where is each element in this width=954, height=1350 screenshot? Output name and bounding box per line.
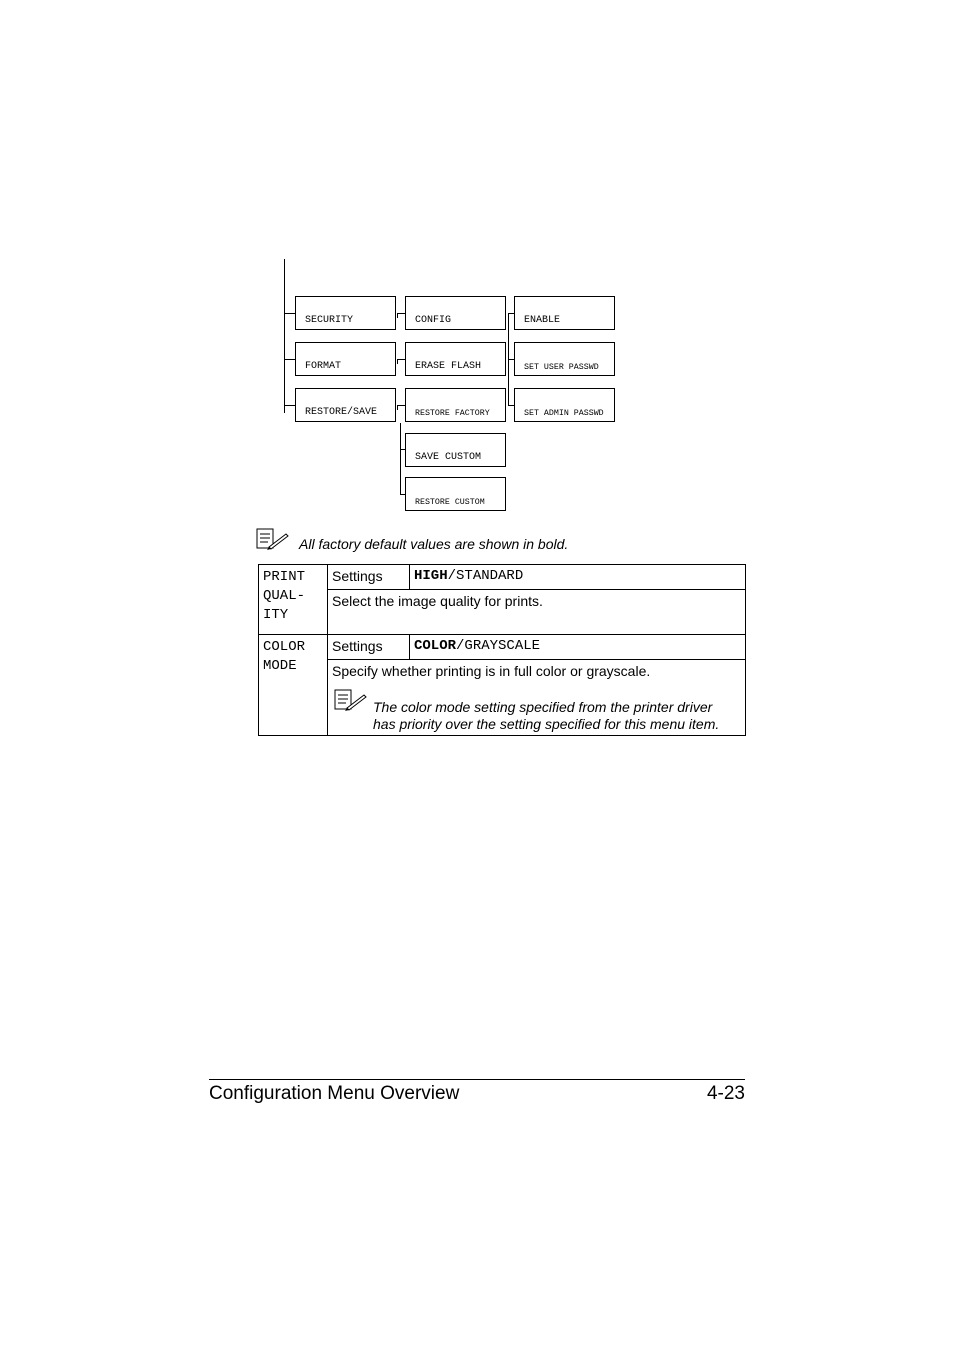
menu-node-restore-custom: RESTORE CUSTOM	[405, 477, 506, 511]
item-name-line: QUAL-	[263, 588, 306, 604]
inner-note-line: has priority over the setting specified for this menu item.	[373, 716, 720, 732]
page-number: 4-23	[706, 1083, 745, 1104]
connector-line	[397, 359, 405, 360]
item-name-line: COLOR	[263, 639, 306, 655]
table-row	[259, 635, 746, 660]
menu-node-set-user-passwd: SET USER PASSWD	[514, 342, 615, 376]
menu-node-config: CONFIG	[405, 296, 506, 330]
menu-node-security: SECURITY	[295, 296, 396, 330]
settings-label: Settings	[328, 565, 410, 590]
other-values: /GRAYSCALE	[456, 638, 541, 654]
menu-node-restore-factory: RESTORE FACTORY	[405, 388, 506, 422]
menu-node-enable: ENABLE	[514, 296, 615, 330]
inner-note	[332, 689, 741, 731]
description-text: Select the image quality for prints.	[332, 593, 543, 609]
connector-line	[284, 313, 295, 314]
note-pencil-icon	[256, 528, 290, 550]
settings-label: Settings	[328, 635, 410, 660]
table-row	[259, 660, 746, 736]
inner-note-line: The color mode setting specified from the printer driver	[373, 699, 713, 715]
connector-line	[400, 423, 401, 495]
description-text: Specify whether printing is in full color or grayscale.	[332, 663, 651, 679]
description-cell	[328, 660, 746, 736]
footer-rule	[209, 1079, 745, 1080]
other-values: /STANDARD	[447, 568, 524, 584]
inner-note-text	[373, 699, 743, 733]
item-name-cell	[259, 635, 328, 736]
menu-node-set-admin-passwd: SET ADMIN PASSWD	[514, 388, 615, 422]
item-name-line: MODE	[263, 658, 297, 674]
note-pencil-icon	[334, 689, 368, 711]
settings-table	[258, 564, 746, 736]
tree-trunk-line	[284, 259, 285, 413]
note-text: All factory default values are shown in bold.	[299, 536, 569, 552]
description-cell	[328, 590, 746, 635]
connector-line	[284, 405, 295, 406]
settings-value	[410, 635, 746, 660]
menu-node-erase-flash: ERASE FLASH	[405, 342, 506, 376]
item-name-line: ITY	[263, 607, 289, 623]
connector-line	[397, 405, 405, 406]
table-row	[259, 565, 746, 590]
default-value: HIGH	[414, 568, 448, 584]
connector-line	[397, 313, 405, 314]
menu-node-save-custom: SAVE CUSTOM	[405, 433, 506, 467]
default-value: COLOR	[414, 638, 457, 654]
item-name-cell	[259, 565, 328, 635]
item-name-line: PRINT	[263, 569, 306, 585]
connector-line	[284, 359, 295, 360]
settings-value	[410, 565, 746, 590]
menu-node-format: FORMAT	[295, 342, 396, 376]
footer-title: Configuration Menu Overview	[209, 1083, 460, 1104]
table-row	[259, 590, 746, 635]
menu-node-restore-save: RESTORE/SAVE	[295, 388, 396, 422]
